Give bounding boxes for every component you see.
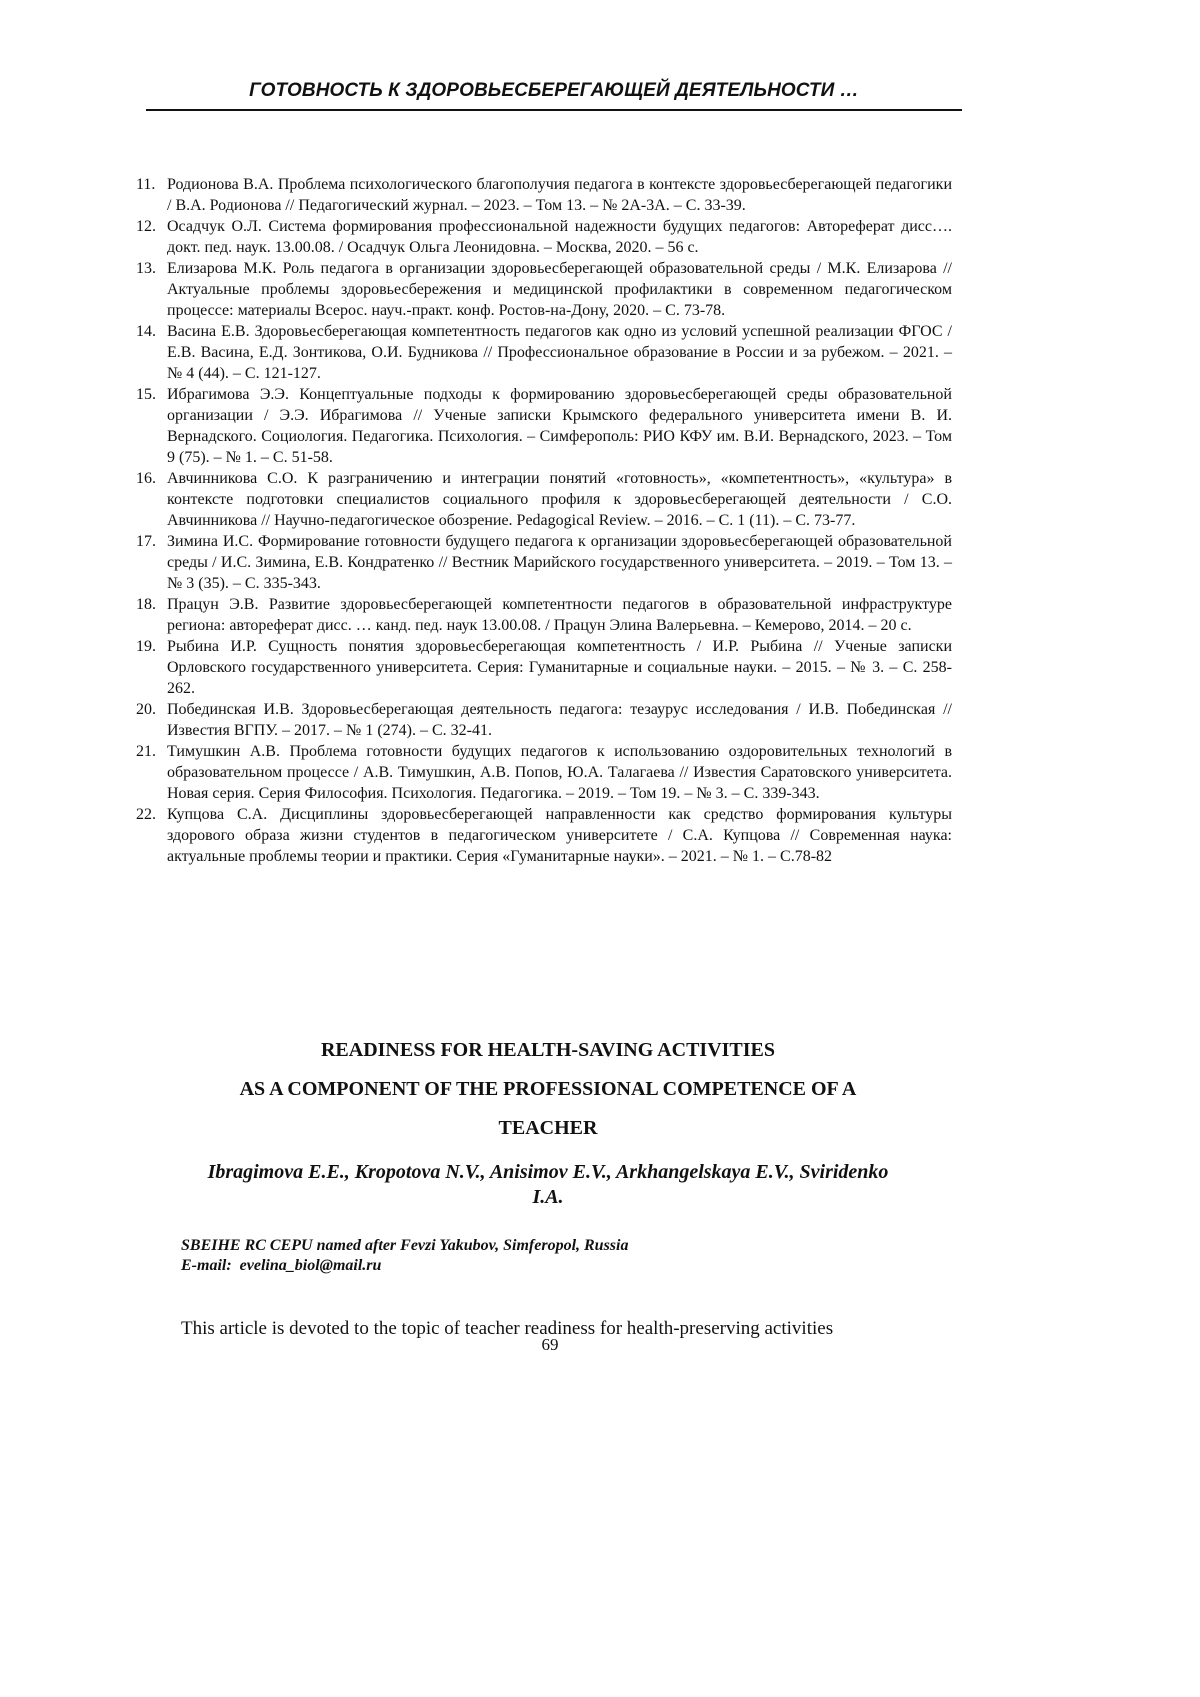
running-header: ГОТОВНОСТЬ К ЗДОРОВЬЕСБЕРЕГАЮЩЕЙ ДЕЯТЕЛЬНОСТИ … [146, 80, 962, 102]
article-title-line: AS A COMPONENT OF THE PROFESSIONAL COMPETENCE OF A [140, 1070, 956, 1109]
email-line [181, 1256, 961, 1276]
reference-text: Працун Э.В. Развитие здоровьесберегающей компетентности педагогов в образовательной инфраструктуре региона: автореферат дисс. … канд. пед. наук 13.00.08. / Працун Элина Валерьевна. – Кемерово, 2014. – 20 с. [167, 596, 952, 634]
reference-text: Васина Е.В. Здоровьесберегающая компетентность педагогов как одно из условий успешной реализации ФГОС / Е.В. Васина, Е.Д. Зонтикова, О.И. Будникова // Профессиональное образование в России и за рубежом. – 2021. – № 4 (44). – С. 121-127. [167, 323, 952, 382]
reference-number: 11. [136, 174, 155, 195]
reference-item [136, 321, 952, 384]
email-label: E-mail: [181, 1257, 232, 1274]
email-address: evelina_biol@mail.ru [240, 1257, 382, 1274]
reference-item [136, 384, 952, 468]
reference-number: 16. [136, 468, 156, 489]
reference-text: Зимина И.С. Формирование готовности будущего педагога к организации здоровьесберегающей образовательной среды / И.С. Зимина, Е.В. Кондратенко // Вестник Марийского государственного университета. – 2019. – Том 13. – № 3 (35). – С. 335-343. [167, 533, 952, 592]
reference-text: Побединская И.В. Здоровьесберегающая деятельность педагога: тезаурус исследования / И.В. Побединская // Известия ВГПУ. – 2017. – № 1 (274). – С. 32-41. [167, 701, 952, 739]
reference-item [136, 216, 952, 258]
reference-number: 13. [136, 258, 156, 279]
reference-number: 12. [136, 216, 156, 237]
reference-number: 18. [136, 594, 156, 615]
reference-item [136, 804, 952, 867]
reference-list [136, 174, 952, 867]
author-list: Ibragimova E.E., Kropotova N.V., Anisimov E.V., Arkhangelskaya E.V., Sviridenko I.A. [190, 1160, 906, 1210]
reference-number: 21. [136, 741, 156, 762]
affiliation: SBEIHE RC CEPU named after Fevzi Yakubov, Simferopol, Russia [181, 1236, 961, 1256]
reference-text: Ибрагимова Э.Э. Концептуальные подходы к формированию здоровьесберегающей среды образовательной организации / Э.Э. Ибрагимова // Ученые записки Крымского федерального университета имени В. И. Вернадского. Социология. Педагогика. Психология. – Симферополь: РИО КФУ им. В.И. Вернадского, 2023. – Том 9 (75). – № 1. – С. 51-58. [167, 386, 952, 466]
reference-number: 22. [136, 804, 156, 825]
reference-text: Тимушкин А.В. Проблема готовности будущих педагогов к использованию оздоровительных технологий в образовательном процессе / А.В. Тимушкин, А.В. Попов, Ю.А. Талагаева // Известия Саратовского университета. Новая серия. Серия Философия. Психология. Педагогика. – 2019. – Том 19. – № 3. – С. 339-343. [167, 743, 952, 802]
reference-item [136, 699, 952, 741]
article-title-line: TEACHER [140, 1109, 956, 1148]
reference-item [136, 468, 952, 531]
reference-text: Родионова В.А. Проблема психологического благополучия педагога в контексте здоровьесберегающей педагогики / В.А. Родионова // Педагогический журнал. – 2023. – Том 13. – № 2А-3А. – С. 33-39. [167, 176, 952, 214]
article-title [140, 1031, 956, 1148]
reference-number: 15. [136, 384, 156, 405]
reference-item [136, 174, 952, 216]
abstract-text: This article is devoted to the topic of teacher readiness for health-preserving activities [181, 1317, 956, 1341]
reference-number: 17. [136, 531, 156, 552]
article-title-line: READINESS FOR HEALTH-SAVING ACTIVITIES [140, 1031, 956, 1070]
reference-text: Осадчук О.Л. Система формирования профессиональной надежности будущих педагогов: Автореферат дисс…. докт. пед. наук. 13.00.08. / Осадчук Ольга Леонидовна. – Москва, 2020. – 56 с. [167, 218, 952, 256]
reference-item [136, 741, 952, 804]
affiliation-block [181, 1236, 961, 1276]
page-number: 69 [500, 1335, 600, 1355]
reference-text: Купцова С.А. Дисциплины здоровьесберегающей направленности как средство формирования культуры здорового образа жизни студентов в педагогическом университете / С.А. Купцова // Современная наука: актуальные проблемы теории и практики. Серия «Гуманитарные науки». – 2021. – № 1. – С.78-82 [167, 806, 952, 865]
reference-item [136, 531, 952, 594]
reference-item [136, 594, 952, 636]
reference-number: 14. [136, 321, 156, 342]
reference-text: Авчинникова С.О. К разграничению и интеграции понятий «готовность», «компетентность», «культура» в контексте подготовки специалистов социального профиля к здоровьесберегающей деятельности / С.О. Авчинникова // Научно-педагогическое обозрение. Pedagogical Review. – 2016. – С. 1 (11). – С. 73-77. [167, 470, 952, 529]
reference-item [136, 636, 952, 699]
reference-number: 19. [136, 636, 156, 657]
reference-item [136, 258, 952, 321]
reference-text: Елизарова М.К. Роль педагога в организации здоровьесберегающей образовательной среды / М.К. Елизарова // Актуальные проблемы здоровьесбережения и медицинской профилактики в современном педагогическом процессе: материалы Всерос. науч.-практ. конф. Ростов-на-Дону, 2020. – С. 73-78. [167, 260, 952, 319]
reference-number: 20. [136, 699, 156, 720]
reference-text: Рыбина И.Р. Сущность понятия здоровьесберегающая компетентность / И.Р. Рыбина // Ученые записки Орловского государственного университета. Серия: Гуманитарные и социальные науки. – 2015. – № 3. – С. 258-262. [167, 638, 952, 697]
header-rule [146, 109, 962, 111]
